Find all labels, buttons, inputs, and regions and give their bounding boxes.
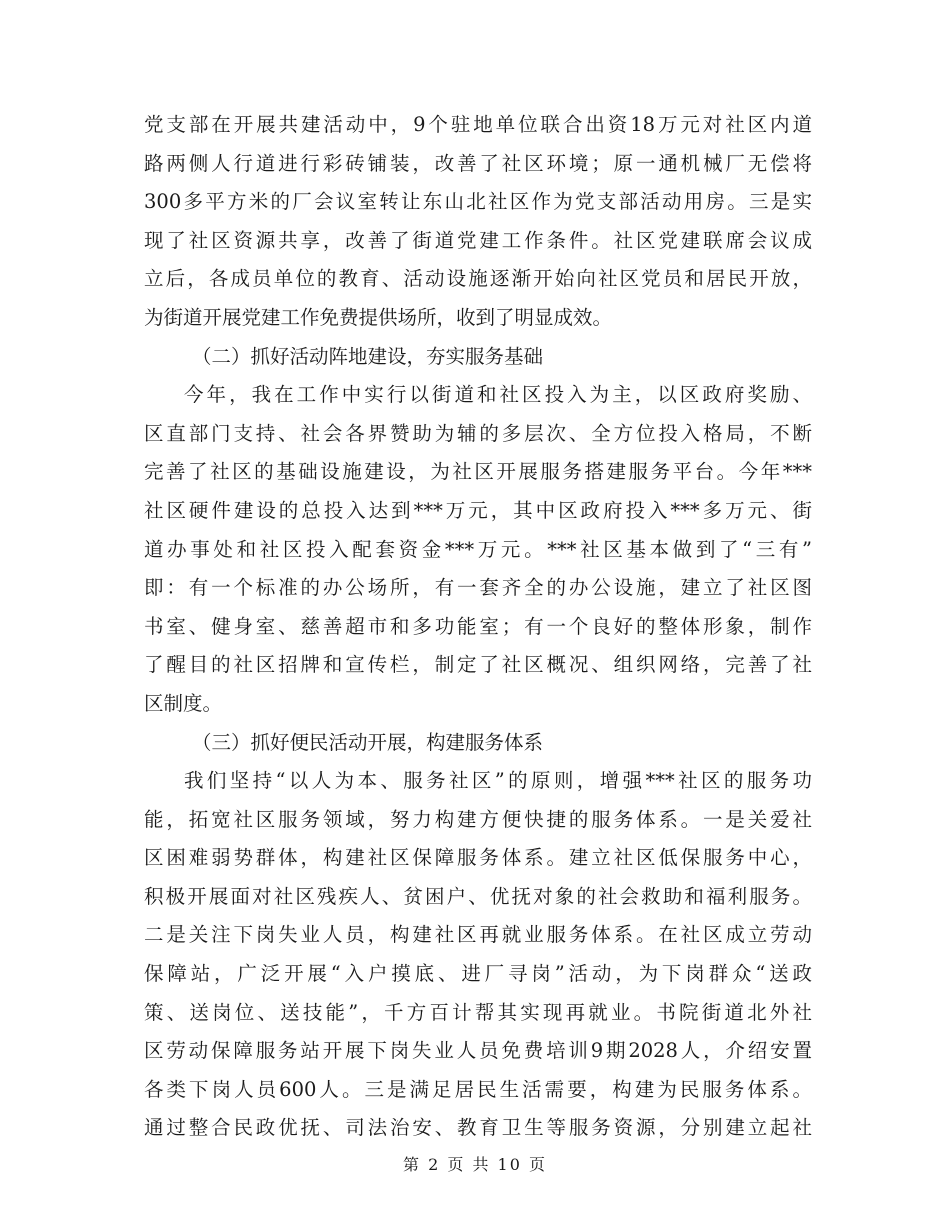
text-line: 书室、健身室、慈善超市和多功能室；有一个良好的整体形象，制作	[144, 614, 812, 638]
text-line: 立后，各成员单位的教育、活动设施逐渐开始向社区党员和居民开放，	[144, 267, 812, 291]
text-line: 区直部门支持、社会各界赞助为辅的多层次、全方位投入格局，不断	[144, 421, 812, 445]
document-body	[144, 106, 812, 1148]
text-line: 300多平方米的厂会议室转让东山北社区作为党支部活动用房。三是实	[144, 190, 812, 214]
text-line: 能，拓宽社区服务领域，努力构建方便快捷的服务体系。一是关爱社	[144, 807, 812, 831]
text-line: 社区硬件建设的总投入达到***万元，其中区政府投入***多万元、街	[144, 498, 812, 522]
text-line: 即：有一个标准的办公场所，有一套齐全的办公设施，建立了社区图	[144, 576, 812, 600]
section-heading: （三）抓好便民活动开展，构建服务体系	[192, 730, 544, 754]
text-line: 道办事处和社区投入配套资金***万元。***社区基本做到了“三有”	[144, 537, 812, 561]
text-line: 区劳动保障服务站开展下岗失业人员免费培训9期2028人，介绍安置	[144, 1039, 812, 1063]
text-line: 策、送岗位、送技能”，千方百计帮其实现再就业。书院街道北外社	[144, 1000, 812, 1024]
text-line: 二是关注下岗失业人员，构建社区再就业服务体系。在社区成立劳动	[144, 923, 812, 947]
text-line: 积极开展面对社区残疾人、贫困户、优抚对象的社会救助和福利服务。	[144, 884, 812, 908]
text-line: 区困难弱势群体，构建社区保障服务体系。建立社区低保服务中心，	[144, 846, 812, 870]
text-line: 路两侧人行道进行彩砖铺装，改善了社区环境；原一通机械厂无偿将	[144, 151, 812, 175]
text-line: 党支部在开展共建活动中，9个驻地单位联合出资18万元对社区内道	[144, 113, 812, 136]
text-line: 今年，我在工作中实行以街道和社区投入为主，以区政府奖励、	[184, 383, 812, 407]
page-footer	[0, 1152, 950, 1175]
text-line: 区制度。	[144, 691, 223, 715]
text-line: 各类下岗人员600人。三是满足居民生活需要，构建为民服务体系。	[144, 1077, 812, 1101]
text-line: 现了社区资源共享，改善了街道党建工作条件。社区党建联席会议成	[144, 228, 812, 252]
text-line: 保障站，广泛开展“入户摸底、进厂寻岗”活动，为下岗群众“送政	[144, 962, 812, 986]
text-line: 为街道开展党建工作免费提供场所，收到了明显成效。	[144, 305, 613, 329]
text-line: 了醒目的社区招牌和宣传栏，制定了社区概况、组织网络，完善了社	[144, 653, 812, 677]
text-line: 完善了社区的基础设施建设，为社区开展服务搭建服务平台。今年***	[144, 460, 812, 484]
page-number: 第 2 页 共 10 页	[403, 1155, 547, 1174]
text-line: 通过整合民政优抚、司法治安、教育卫生等服务资源，分别建立起社	[144, 1116, 812, 1140]
section-heading: （二）抓好活动阵地建设，夯实服务基础	[192, 344, 544, 368]
text-line: 我们坚持“以人为本、服务社区”的原则，增强***社区的服务功	[184, 769, 812, 793]
